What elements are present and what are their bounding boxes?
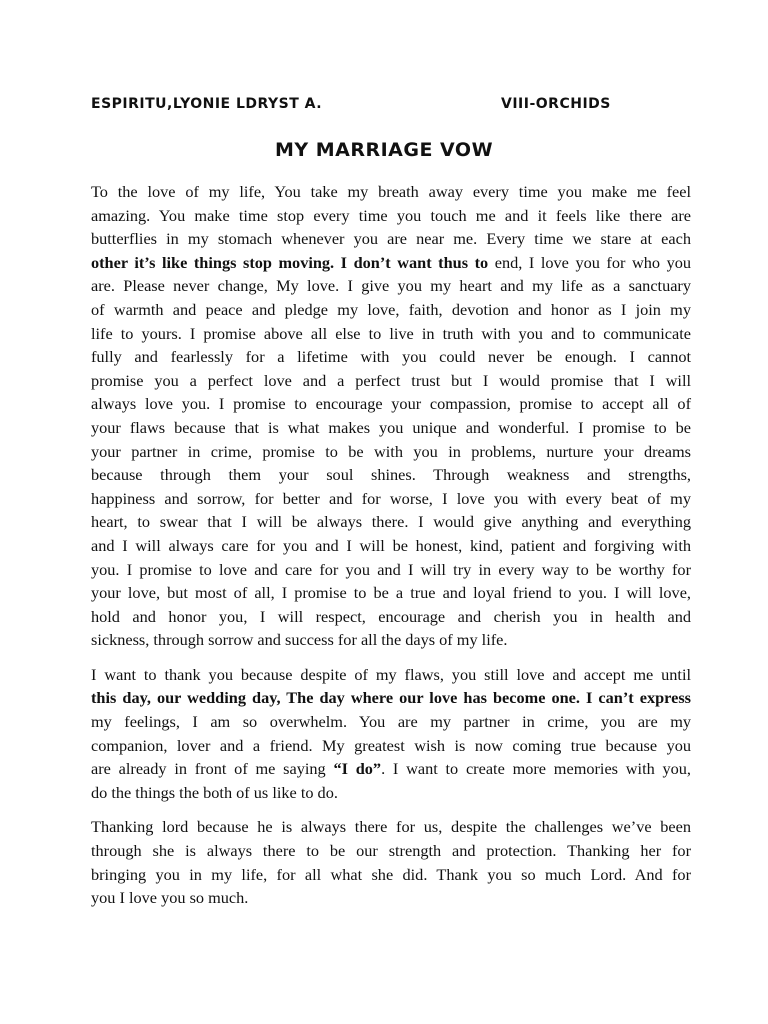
text-line bbox=[91, 510, 691, 534]
text-line bbox=[91, 345, 691, 369]
text-line bbox=[91, 487, 691, 511]
text-line bbox=[91, 863, 691, 887]
text-line bbox=[91, 392, 691, 416]
bold-text-run: this day, our wedding day, The day where our love has become one. I can’t express bbox=[91, 688, 691, 708]
text-run: are. Please never change, My love. I give you my heart and my life as a sanctuary bbox=[91, 276, 691, 296]
text-line bbox=[91, 686, 691, 710]
text-line bbox=[91, 757, 691, 781]
text-run: life to yours. I promise above all else to live in truth with you and to communicate bbox=[91, 323, 691, 343]
text-run: bringing you in my life, for all what she did. Thank you so much Lord. And for bbox=[91, 864, 691, 884]
text-line bbox=[91, 440, 691, 464]
text-line bbox=[91, 227, 691, 251]
text-line bbox=[91, 710, 691, 734]
text-line bbox=[91, 204, 691, 228]
text-run: sickness, through sorrow and success for all the days of my life. bbox=[91, 630, 508, 650]
text-run: end, I love you for who you bbox=[488, 252, 691, 272]
text-line bbox=[91, 781, 691, 805]
text-run: always love you. I promise to encourage your compassion, promise to accept all of bbox=[91, 394, 691, 414]
text-run: happiness and sorrow, for better and for worse, I love you with every beat of my bbox=[91, 488, 691, 508]
text-run: are already in front of me saying bbox=[91, 759, 334, 779]
text-line bbox=[91, 180, 691, 204]
text-line bbox=[91, 251, 691, 275]
text-run: your flaws because that is what makes you unique and wonderful. I promise to be bbox=[91, 417, 691, 437]
text-run: hold and honor you, I will respect, encourage and cherish you in health and bbox=[91, 606, 691, 626]
text-line bbox=[91, 628, 691, 652]
paragraph bbox=[91, 180, 691, 652]
text-run: my feelings, I am so overwhelm. You are my partner in crime, you are my bbox=[91, 712, 691, 732]
text-line bbox=[91, 322, 691, 346]
text-line bbox=[91, 534, 691, 558]
text-run: of warmth and peace and pledge my love, faith, devotion and honor as I join my bbox=[91, 299, 691, 319]
text-line bbox=[91, 605, 691, 629]
document-title: MY MARRIAGE VOW bbox=[274, 139, 494, 161]
text-line bbox=[91, 463, 691, 487]
paragraph bbox=[91, 815, 691, 909]
text-run: amazing. You make time stop every time you touch me and it feels like there are bbox=[91, 205, 691, 225]
text-run: because through them your soul shines. Through weakness and strengths, bbox=[91, 465, 691, 485]
text-run: fully and fearlessly for a lifetime with you could never be enough. I cannot bbox=[91, 347, 691, 367]
student-name: ESPIRITU,LYONIE LDRYST A. bbox=[91, 96, 323, 112]
text-line bbox=[91, 663, 691, 687]
text-line bbox=[91, 815, 691, 839]
document-header bbox=[91, 96, 691, 118]
text-line bbox=[91, 734, 691, 758]
text-run: I want to thank you because despite of my flaws, you still love and accept me until bbox=[91, 664, 691, 684]
text-run: companion, lover and a friend. My greatest wish is now coming true because you bbox=[91, 735, 691, 755]
text-run: you. I promise to love and care for you and I will try in every way to be worthy for bbox=[91, 559, 691, 579]
text-run: and I will always care for you and I will be honest, kind, patient and forgiving with bbox=[91, 535, 691, 555]
section-name: VIII-ORCHIDS bbox=[501, 96, 611, 112]
text-line bbox=[91, 558, 691, 582]
text-line bbox=[91, 274, 691, 298]
text-run: you I love you so much. bbox=[91, 888, 249, 908]
text-run: butterflies in my stomach whenever you are near me. Every time we stare at each bbox=[91, 229, 691, 249]
text-run: . I want to create more memories with you, bbox=[381, 759, 691, 779]
text-run: promise you a perfect love and a perfect trust but I would promise that I will bbox=[91, 370, 691, 390]
text-line bbox=[91, 886, 691, 910]
text-run: your love, but most of all, I promise to be a true and loyal friend to you. I will love, bbox=[91, 583, 691, 603]
text-run: through she is always there to be our strength and protection. Thanking her for bbox=[91, 841, 691, 861]
text-line bbox=[91, 416, 691, 440]
text-run: Thanking lord because he is always there for us, despite the challenges we’ve been bbox=[91, 817, 691, 837]
vow-body bbox=[91, 180, 691, 921]
text-run: heart, to swear that I will be always there. I would give anything and everything bbox=[91, 512, 691, 532]
bold-text-run: “I do” bbox=[333, 759, 382, 779]
paragraph bbox=[91, 663, 691, 805]
text-run: do the things the both of us like to do. bbox=[91, 782, 338, 802]
text-line bbox=[91, 839, 691, 863]
text-run: your partner in crime, promise to be with you in problems, nurture your dreams bbox=[91, 441, 691, 461]
text-line bbox=[91, 581, 691, 605]
bold-text-run: other it’s like things stop moving. I don’t want thus to bbox=[91, 252, 489, 272]
text-line bbox=[91, 369, 691, 393]
text-line bbox=[91, 298, 691, 322]
text-run: To the love of my life, You take my breath away every time you make me feel bbox=[91, 182, 691, 201]
